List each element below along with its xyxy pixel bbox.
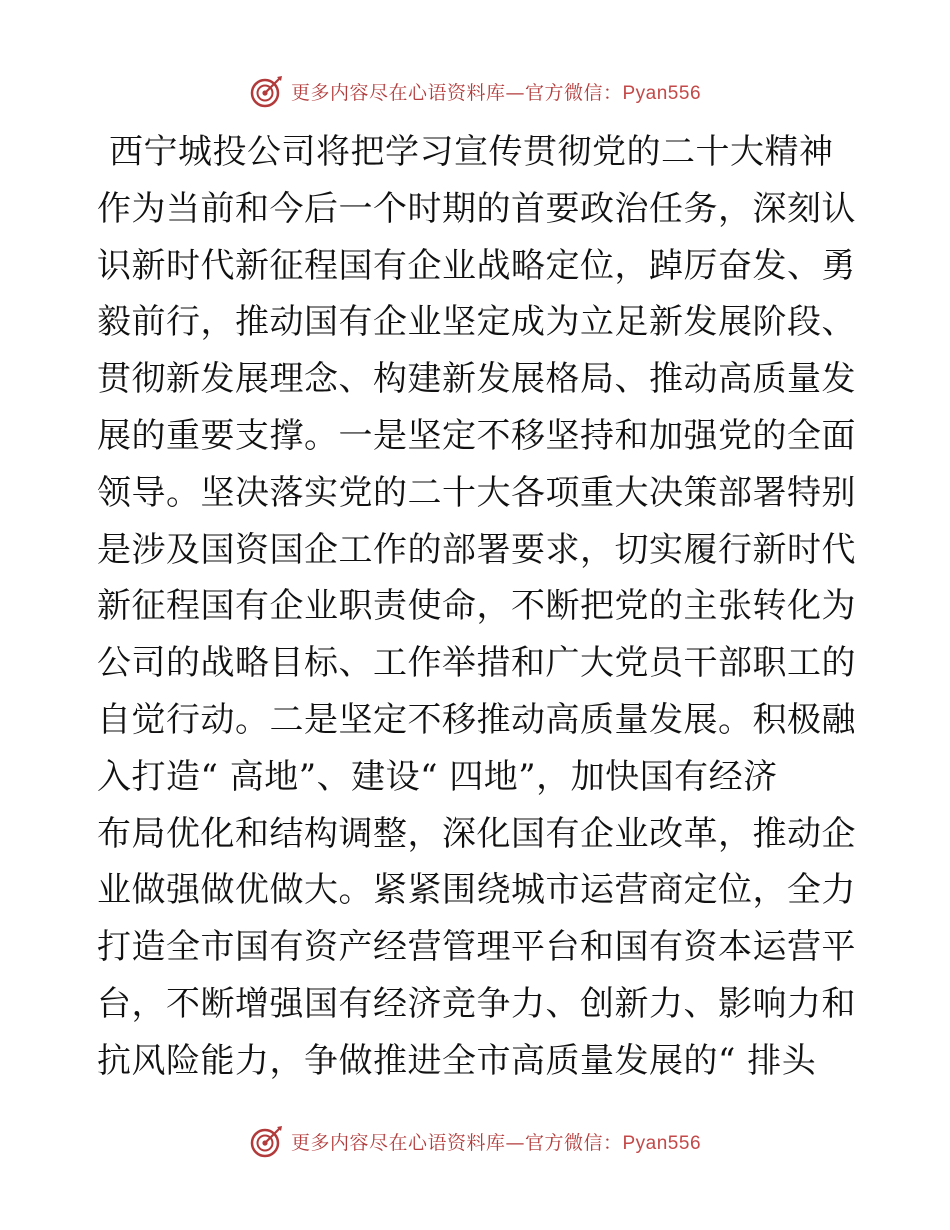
paragraph-line: 展的重要支撑。一是坚定不移坚持和加强党的全面 (97, 415, 856, 456)
document-body (97, 124, 857, 1090)
paragraph-line: 作为当前和今后一个时期的首要政治任务，深刻认 (97, 188, 856, 229)
paragraph-line: 贯彻新发展理念、构建新发展格局、推动高质量发 (97, 359, 856, 400)
paragraph-line: 入打造“ 高地”、建设“ 四地”，加快国有经济 (97, 756, 778, 797)
watermark-text (291, 1128, 701, 1155)
paragraph-line: 新征程国有企业职责使命，不断把党的主张转化为 (97, 586, 856, 627)
paragraph-line: 是涉及国资国企工作的部署要求，切实履行新时代 (97, 529, 856, 570)
paragraph-line: 识新时代新征程国有企业战略定位，踔厉奋发、勇 (97, 245, 856, 286)
paragraph-line: 毅前行，推动国有企业坚定成为立足新发展阶段、 (97, 302, 856, 343)
paragraph-line: 打造全市国有资产经营管理平台和国有资本运营平 (97, 927, 856, 968)
watermark-text-en: Pyan556 (622, 1132, 702, 1154)
watermark-footer (0, 1121, 950, 1161)
watermark-text-cn: 更多内容尽在心语资料库—官方微信： (290, 81, 623, 104)
paragraph-line: 西宁城投公司将把学习宣传贯彻党的二十大精神 (109, 132, 834, 172)
watermark-text-en: Pyan556 (622, 82, 702, 104)
paragraph-line: 台，不断增强国有经济竞争力、创新力、影响力和 (97, 983, 856, 1024)
watermark-text-cn: 更多内容尽在心语资料库—官方微信： (290, 1131, 623, 1154)
watermark-text (291, 78, 701, 105)
paragraph-line: 自觉行动。二是坚定不移推动高质量发展。积极融 (97, 699, 856, 740)
watermark-header (0, 71, 950, 111)
watermark-logo-icon (249, 73, 285, 109)
paragraph-line: 业做强做优做大。紧紧围绕城市运营商定位，全力 (97, 870, 856, 911)
paragraph-line: 领导。坚决落实党的二十大各项重大决策部署特别 (97, 472, 856, 513)
watermark-logo-icon (249, 1123, 285, 1159)
paragraph-line: 布局优化和结构调整，深化国有企业改革，推动企 (97, 813, 856, 854)
paragraph-line: 抗风险能力，争做推进全市高质量发展的“ 排头 (97, 1040, 817, 1081)
paragraph-line: 公司的战略目标、工作举措和广大党员干部职工的 (97, 643, 856, 684)
